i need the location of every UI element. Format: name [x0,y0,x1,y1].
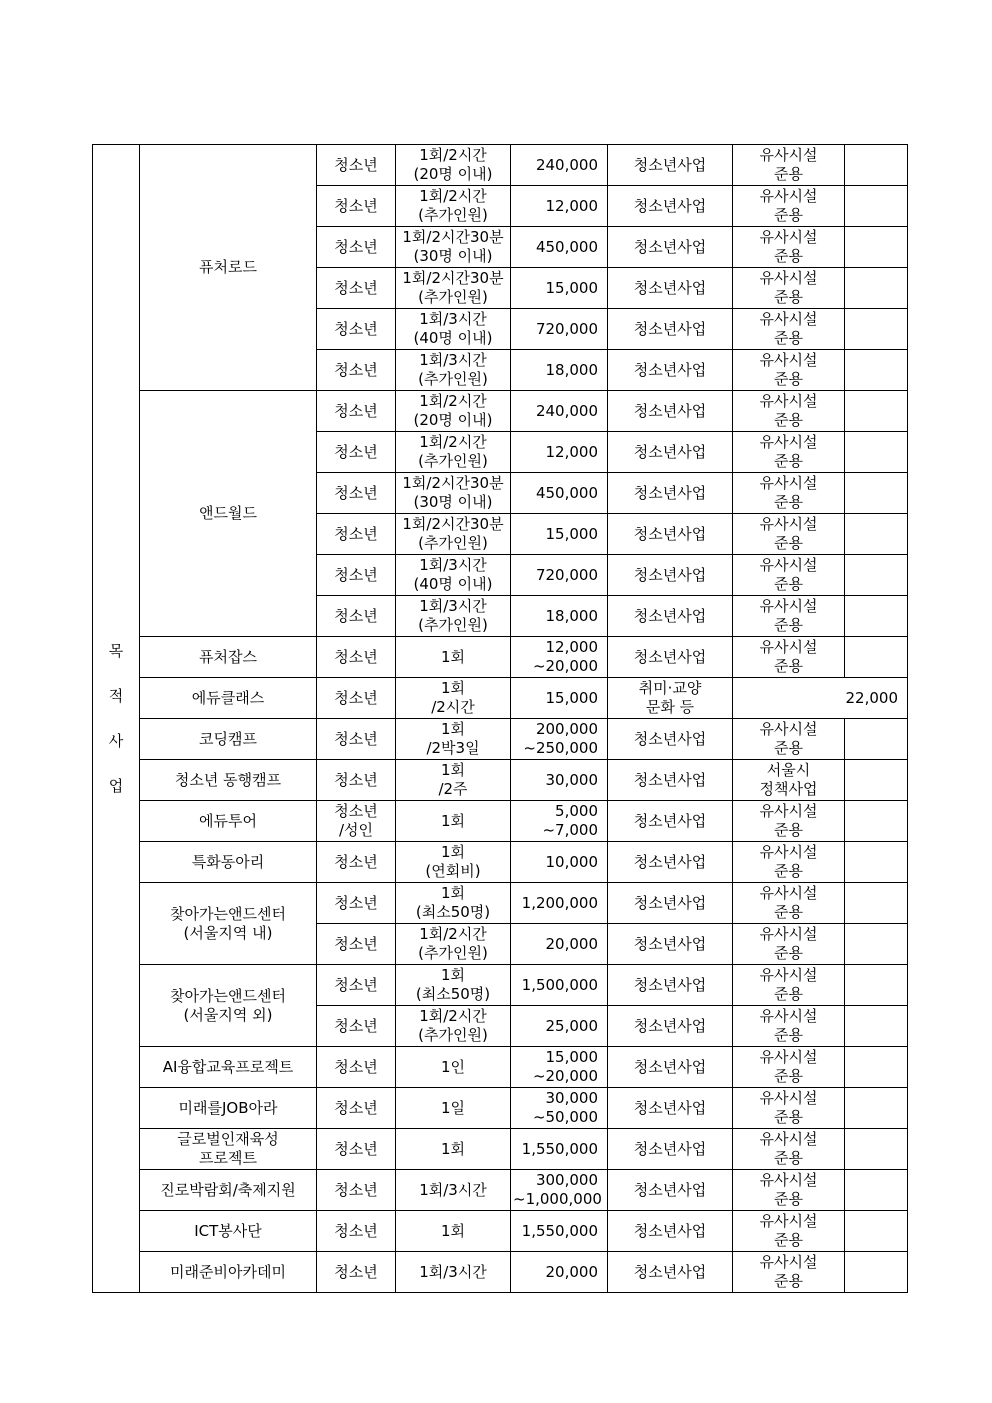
target-cell: 청소년 [317,227,396,268]
type-cell: 청소년사업 [608,268,733,309]
basis-cell: 유사시설 준용 [733,473,845,514]
target-cell: 청소년 [317,760,396,801]
table-row [93,678,908,719]
basis-cell: 유사시설 준용 [733,145,845,186]
unit-cell: 1회/2시간 (20명 이내) [396,145,511,186]
fee-cell: 12,000 [511,432,608,473]
program-cell: 에듀투어 [140,801,317,842]
fee-cell: 200,000 ~250,000 [511,719,608,760]
type-cell: 청소년사업 [608,350,733,391]
program-cell: 퓨처로드 [140,145,317,391]
fee-cell: 720,000 [511,309,608,350]
basis-cell: 유사시설 준용 [733,1252,845,1293]
basis-cell: 유사시설 준용 [733,801,845,842]
unit-cell: 1회/2시간 (추가인원) [396,432,511,473]
type-cell: 청소년사업 [608,637,733,678]
target-cell: 청소년 [317,514,396,555]
unit-cell: 1회/2시간 (추가인원) [396,1006,511,1047]
program-cell: 코딩캠프 [140,719,317,760]
fee-cell: 1,550,000 [511,1211,608,1252]
type-cell: 청소년사업 [608,965,733,1006]
target-cell: 청소년 [317,1252,396,1293]
type-cell: 청소년사업 [608,1129,733,1170]
note-cell [845,965,908,1006]
basis-cell: 유사시설 준용 [733,1047,845,1088]
table-row [93,842,908,883]
note-cell [845,1252,908,1293]
type-cell: 청소년사업 [608,719,733,760]
basis-cell: 유사시설 준용 [733,227,845,268]
fee-cell: 15,000 [511,268,608,309]
target-cell: 청소년 [317,678,396,719]
type-cell: 청소년사업 [608,1252,733,1293]
unit-cell: 1회 /2주 [396,760,511,801]
basis-cell: 유사시설 준용 [733,842,845,883]
fee-table [92,144,908,1293]
fee-cell: 25,000 [511,1006,608,1047]
table-row [93,719,908,760]
program-cell: 글로벌인재육성 프로젝트 [140,1129,317,1170]
type-cell: 청소년사업 [608,309,733,350]
table-row [93,1211,908,1252]
fee-cell: 240,000 [511,145,608,186]
basis-cell: 유사시설 준용 [733,1088,845,1129]
basis-cell: 유사시설 준용 [733,309,845,350]
type-cell: 청소년사업 [608,1006,733,1047]
fee-cell: 1,550,000 [511,1129,608,1170]
type-cell: 청소년사업 [608,1211,733,1252]
type-cell: 청소년사업 [608,924,733,965]
category-char: 적 [108,687,124,705]
table-row [93,1088,908,1129]
basis-cell: 유사시설 준용 [733,391,845,432]
fee-cell: 18,000 [511,596,608,637]
unit-cell: 1회 [396,637,511,678]
type-cell: 청소년사업 [608,596,733,637]
basis-cell: 유사시설 준용 [733,186,845,227]
note-cell [845,1088,908,1129]
basis-cell: 유사시설 준용 [733,719,845,760]
target-cell: 청소년 [317,145,396,186]
unit-cell: 1회/2시간 (추가인원) [396,186,511,227]
fee-cell: 240,000 [511,391,608,432]
program-cell: 퓨처잡스 [140,637,317,678]
category-char: 목 [108,642,124,660]
note-cell [845,186,908,227]
fee-cell: 15,000 ~20,000 [511,1047,608,1088]
fee-cell: 450,000 [511,473,608,514]
program-cell: 청소년 동행캠프 [140,760,317,801]
type-cell: 취미·교양 문화 등 [608,678,733,719]
note-cell [845,637,908,678]
unit-cell: 1회 [396,1129,511,1170]
target-cell: 청소년 [317,350,396,391]
target-cell: 청소년 [317,965,396,1006]
category-char: 업 [108,777,124,795]
type-cell: 청소년사업 [608,1170,733,1211]
type-cell: 청소년사업 [608,227,733,268]
target-cell: 청소년 [317,432,396,473]
fee-cell: 5,000 ~7,000 [511,801,608,842]
table-row [93,1129,908,1170]
type-cell: 청소년사업 [608,760,733,801]
fee-cell: 15,000 [511,514,608,555]
target-cell: 청소년 [317,1211,396,1252]
unit-cell: 1회 [396,801,511,842]
basis-cell: 유사시설 준용 [733,883,845,924]
target-cell: 청소년 [317,924,396,965]
fee-cell: 300,000 ~1,000,000 [511,1170,608,1211]
target-cell: 청소년 [317,555,396,596]
unit-cell: 1회/3시간 (추가인원) [396,350,511,391]
program-cell: 특화동아리 [140,842,317,883]
basis-cell: 유사시설 준용 [733,637,845,678]
unit-cell: 1회/3시간 (40명 이내) [396,555,511,596]
table-row [93,1047,908,1088]
table-row [93,1170,908,1211]
note-cell [845,350,908,391]
type-cell: 청소년사업 [608,432,733,473]
program-cell: 진로박람회/축제지원 [140,1170,317,1211]
unit-cell: 1회 /2박3일 [396,719,511,760]
basis-cell: 유사시설 준용 [733,555,845,596]
target-cell: 청소년 [317,309,396,350]
note-cell [845,1211,908,1252]
fee-cell: 10,000 [511,842,608,883]
unit-cell: 1회 /2시간 [396,678,511,719]
note-cell [845,555,908,596]
target-cell: 청소년 [317,842,396,883]
fee-cell: 15,000 [511,678,608,719]
target-cell: 청소년 [317,473,396,514]
type-cell: 청소년사업 [608,883,733,924]
unit-cell: 1인 [396,1047,511,1088]
type-cell: 청소년사업 [608,186,733,227]
target-cell: 청소년 [317,719,396,760]
note-cell [845,1047,908,1088]
table-row [93,760,908,801]
fee-cell: 720,000 [511,555,608,596]
target-cell: 청소년 [317,186,396,227]
program-cell: 찾아가는앤드센터 (서울지역 내) [140,883,317,965]
fee-cell: 18,000 [511,350,608,391]
table-row [93,145,908,186]
note-cell [845,473,908,514]
fee-cell: 1,200,000 [511,883,608,924]
basis-cell: 유사시설 준용 [733,924,845,965]
type-cell: 청소년사업 [608,801,733,842]
type-cell: 청소년사업 [608,145,733,186]
unit-cell: 1회/3시간 (40명 이내) [396,309,511,350]
table-row [93,1252,908,1293]
fee-cell: 12,000 ~20,000 [511,637,608,678]
table-row [93,801,908,842]
type-cell: 청소년사업 [608,473,733,514]
note-cell [845,1006,908,1047]
type-cell: 청소년사업 [608,391,733,432]
note-cell [845,268,908,309]
fee-cell: 30,000 [511,760,608,801]
type-cell: 청소년사업 [608,1047,733,1088]
note-cell [845,1129,908,1170]
fee-cell: 20,000 [511,924,608,965]
basis-cell: 유사시설 준용 [733,432,845,473]
basis-cell: 유사시설 준용 [733,514,845,555]
target-cell: 청소년 [317,596,396,637]
table-row [93,883,908,924]
note-cell [845,801,908,842]
type-cell: 청소년사업 [608,514,733,555]
note-cell [845,145,908,186]
fee-table-body [93,145,908,1293]
target-cell: 청소년 [317,1047,396,1088]
unit-cell: 1회 (최소50명) [396,965,511,1006]
note-cell [845,596,908,637]
table-row [93,965,908,1006]
unit-cell: 1일 [396,1088,511,1129]
unit-cell: 1회/2시간30분 (추가인원) [396,268,511,309]
note-cell [845,719,908,760]
note-cell [845,924,908,965]
program-cell: 미래준비아카데미 [140,1252,317,1293]
fee-cell: 12,000 [511,186,608,227]
table-row [93,637,908,678]
unit-cell: 1회/2시간30분 (추가인원) [396,514,511,555]
basis-cell: 유사시설 준용 [733,1170,845,1211]
basis-cell: 유사시설 준용 [733,1006,845,1047]
target-cell: 청소년 [317,637,396,678]
target-cell: 청소년 [317,1170,396,1211]
unit-cell: 1회/2시간30분 (30명 이내) [396,227,511,268]
table-row [93,391,908,432]
program-cell: ICT봉사단 [140,1211,317,1252]
unit-cell: 1회/2시간 (20명 이내) [396,391,511,432]
fee-cell: 20,000 [511,1252,608,1293]
basis-cell: 유사시설 준용 [733,596,845,637]
note-cell [845,883,908,924]
note-cell [845,514,908,555]
target-cell: 청소년 [317,883,396,924]
unit-cell: 1회/3시간 [396,1252,511,1293]
basis-cell: 유사시설 준용 [733,965,845,1006]
target-cell: 청소년 /성인 [317,801,396,842]
note-cell [845,1170,908,1211]
program-cell: 미래를JOB아라 [140,1088,317,1129]
basis-cell: 유사시설 준용 [733,1211,845,1252]
note-cell [845,227,908,268]
unit-cell: 1회/2시간30분 (30명 이내) [396,473,511,514]
note-cell: 22,000 [733,678,908,719]
type-cell: 청소년사업 [608,1088,733,1129]
note-cell [845,432,908,473]
unit-cell: 1회/2시간 (추가인원) [396,924,511,965]
note-cell [845,842,908,883]
note-cell [845,391,908,432]
note-cell [845,760,908,801]
target-cell: 청소년 [317,1088,396,1129]
program-cell: 찾아가는앤드센터 (서울지역 외) [140,965,317,1047]
fee-cell: 1,500,000 [511,965,608,1006]
unit-cell: 1회 (연회비) [396,842,511,883]
type-cell: 청소년사업 [608,555,733,596]
unit-cell: 1회/3시간 (추가인원) [396,596,511,637]
basis-cell: 유사시설 준용 [733,1129,845,1170]
target-cell: 청소년 [317,1006,396,1047]
unit-cell: 1회 (최소50명) [396,883,511,924]
category-cell [93,145,140,1293]
fee-cell: 30,000 ~50,000 [511,1088,608,1129]
fee-cell: 450,000 [511,227,608,268]
basis-cell: 서울시 정책사업 [733,760,845,801]
target-cell: 청소년 [317,268,396,309]
program-cell: AI융합교육프로젝트 [140,1047,317,1088]
program-cell: 앤드월드 [140,391,317,637]
target-cell: 청소년 [317,391,396,432]
unit-cell: 1회 [396,1211,511,1252]
basis-cell: 유사시설 준용 [733,268,845,309]
note-cell [845,309,908,350]
basis-cell: 유사시설 준용 [733,350,845,391]
category-char: 사 [108,732,124,750]
target-cell: 청소년 [317,1129,396,1170]
type-cell: 청소년사업 [608,842,733,883]
program-cell: 에듀클래스 [140,678,317,719]
unit-cell: 1회/3시간 [396,1170,511,1211]
